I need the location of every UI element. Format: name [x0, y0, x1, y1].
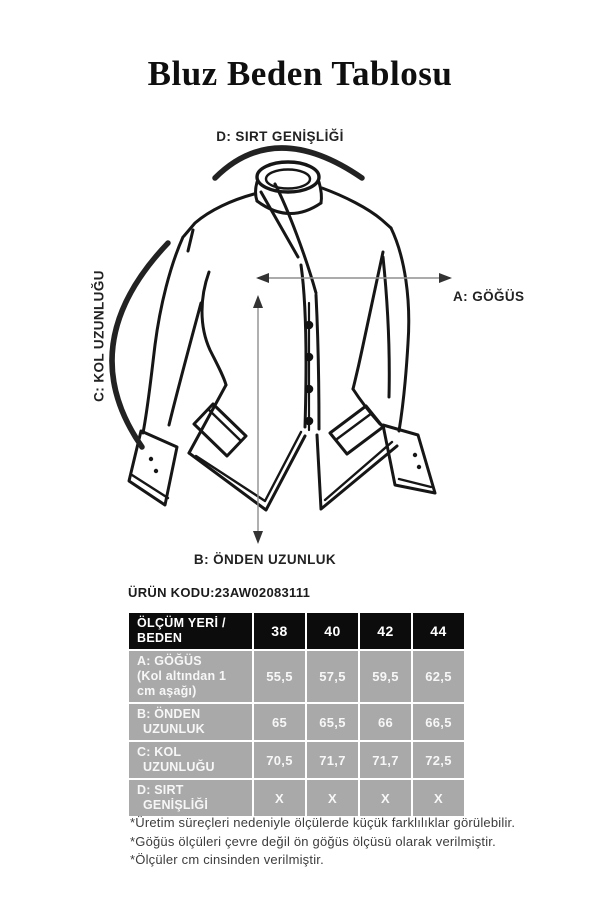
button	[305, 385, 314, 394]
row-label-sub: UZUNLUK	[143, 722, 205, 736]
jacket-illustration	[85, 145, 465, 555]
chest-arrow	[256, 273, 452, 283]
product-code	[128, 585, 310, 600]
header-size-38: 38	[253, 612, 306, 650]
page-title: Bluz Beden Tablosu	[147, 54, 453, 93]
left-pocket-flap	[194, 404, 246, 456]
cell-value: 70,5	[253, 741, 306, 779]
product-code-value: 23AW02083111	[214, 585, 311, 600]
cell-value: X	[306, 779, 359, 817]
size-table	[127, 611, 466, 818]
lapel	[261, 184, 316, 293]
row-label-sub: UZUNLUĞU	[143, 760, 215, 774]
row-label-front-length	[128, 703, 253, 741]
right-shoulder	[322, 188, 391, 228]
cell-value: 65,5	[306, 703, 359, 741]
cell-value: X	[253, 779, 306, 817]
front-length-label: B: ÖNDEN UZUNLUK	[193, 552, 337, 567]
left-shoulder-seam	[188, 230, 193, 251]
footnote: *Üretim süreçleri nedeniyle ölçülerde küçük farklılıklar görülebilir.	[130, 815, 516, 830]
left-front-seam	[202, 272, 226, 385]
button	[305, 321, 314, 330]
row-label-main: C: KOL	[137, 745, 182, 759]
cell-value: X	[412, 779, 465, 817]
table-row-sleeve-length	[128, 741, 465, 779]
footnote: *Ölçüler cm cinsinden verilmiştir.	[130, 852, 324, 867]
cell-value: 71,7	[359, 741, 412, 779]
cell-value: 66,5	[412, 703, 465, 741]
row-label-sub: GENİŞLİĞİ	[143, 798, 209, 812]
jacket-outline	[129, 162, 435, 510]
cell-value: 62,5	[412, 650, 465, 703]
cell-value: 55,5	[253, 650, 306, 703]
left-shoulder	[184, 194, 254, 236]
table-row-front-length	[128, 703, 465, 741]
table-row-chest	[128, 650, 465, 703]
row-label-chest	[128, 650, 253, 703]
button	[305, 353, 314, 362]
row-label-main: A: GÖĞÜS	[137, 654, 202, 668]
sleeve-length-arc	[112, 243, 168, 447]
row-label-back-width	[128, 779, 253, 817]
header-size-42: 42	[359, 612, 412, 650]
footnote: *Göğüs ölçüleri çevre değil ön göğüs ölçüsü olarak verilmiştir.	[130, 833, 496, 849]
table-header-row	[128, 612, 465, 650]
header-measure-cell: ÖLÇÜM YERİ / BEDEN	[128, 612, 253, 650]
header-size-40: 40	[306, 612, 359, 650]
sleeve-length-label: C: KOL UZUNLUĞU	[91, 270, 107, 402]
table-row-back-width	[128, 779, 465, 817]
button	[305, 417, 314, 426]
collar	[256, 162, 322, 214]
right-pocket-flap	[330, 406, 383, 454]
product-code-label: ÜRÜN KODU:	[128, 585, 215, 600]
right-side-seam	[353, 252, 383, 389]
back-width-label: D: SIRT GENİŞLİĞİ	[216, 129, 344, 144]
row-label-main: D: SIRT	[137, 783, 184, 797]
row-label-main: B: ÖNDEN	[137, 707, 201, 721]
header-size-44: 44	[412, 612, 465, 650]
chest-label: A: GÖĞÜS	[453, 289, 525, 304]
cell-value: 65	[253, 703, 306, 741]
cell-value: 57,5	[306, 650, 359, 703]
row-label-sub: (Kol altından 1 cm aşağı)	[137, 669, 227, 698]
right-sleeve	[383, 228, 435, 493]
cell-value: 59,5	[359, 650, 412, 703]
cell-value: 72,5	[412, 741, 465, 779]
cell-value: 66	[359, 703, 412, 741]
row-label-sleeve-length	[128, 741, 253, 779]
cell-value: 71,7	[306, 741, 359, 779]
footnotes	[130, 814, 515, 870]
cell-value: X	[359, 779, 412, 817]
